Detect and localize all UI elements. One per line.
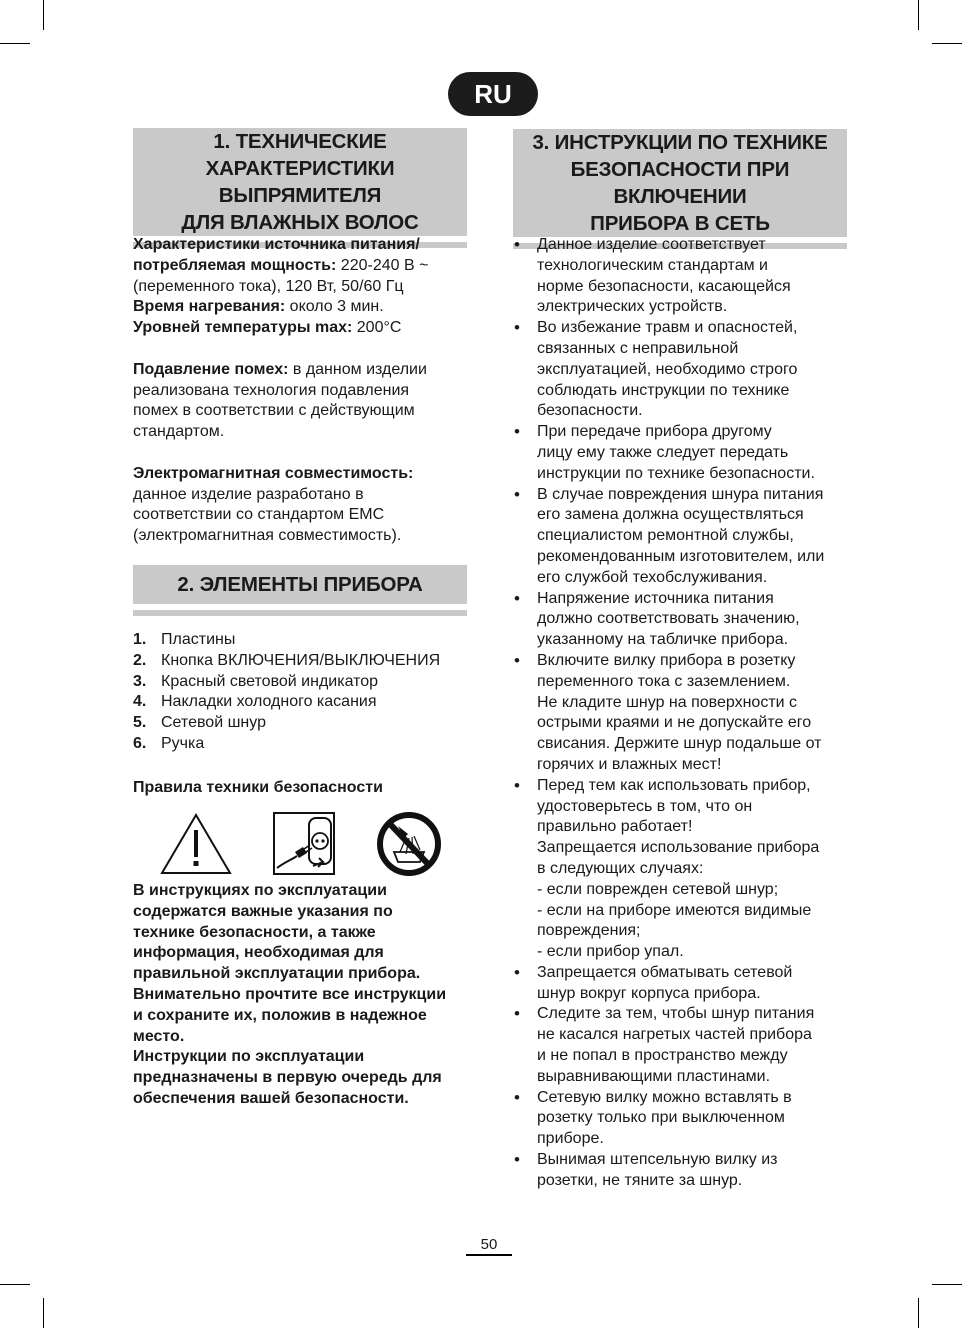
- list-item: [133, 672, 473, 693]
- safety-notice-line: место.: [133, 1027, 185, 1045]
- bullet-line: • Запрещается обматывать сетевой: [537, 963, 793, 981]
- bullet-item: [512, 589, 852, 651]
- list-item-label: Красный световой индикатор: [161, 672, 379, 690]
- bullet-line: и не попал в пространство между: [537, 1047, 788, 1065]
- noise-suppression-text: реализована технология подавления: [133, 381, 410, 399]
- bullet-item: [512, 318, 852, 422]
- power-spec-label: Характеристики источника питания/: [133, 236, 420, 253]
- bullet-line: • Данное изделие соответствует: [537, 236, 766, 253]
- bullet-line: не касался нагретых частей прибора: [537, 1026, 812, 1044]
- bullet-line: переменного тока с заземлением.: [537, 672, 791, 690]
- section1-header: [133, 128, 467, 248]
- power-spec: [133, 235, 473, 297]
- bullet-line: приборе.: [537, 1130, 604, 1148]
- safety-bullets: [512, 235, 852, 1192]
- bullet-line: указанному на табличке прибора.: [537, 631, 789, 649]
- section2-header: [133, 565, 467, 616]
- bullet-line: повреждения;: [537, 922, 641, 940]
- bullet-item: [512, 1088, 852, 1150]
- section2-title: 2. ЭЛЕМЕНТЫ ПРИБОРА: [133, 565, 467, 604]
- list-item: [133, 651, 473, 672]
- noise-suppression-label: Подавление помех:: [133, 360, 289, 378]
- bullet-line: горячих и влажных мест!: [537, 755, 722, 773]
- section1-title: [133, 128, 467, 236]
- no-shower-icon: [376, 812, 442, 876]
- bullet-item: [512, 1150, 852, 1192]
- crop-mark: [43, 0, 44, 30]
- emc-compatibility: [133, 464, 473, 547]
- bullet-item: [512, 485, 852, 589]
- temperature-spec: [133, 318, 473, 339]
- bullet-line: свисания. Держите шнур подальше от: [537, 735, 822, 753]
- emc-text: данное изделие разработано в: [133, 485, 364, 503]
- list-item: [133, 630, 473, 651]
- heat-time-spec: [133, 297, 473, 318]
- bullet-line: • Сетевую вилку можно вставлять в: [537, 1088, 792, 1106]
- emc-text: (электромагнитная совместимость).: [133, 527, 402, 545]
- bullet-line: в следующих случаях:: [537, 859, 704, 877]
- noise-suppression-text: стандартом.: [133, 423, 225, 441]
- safety-notice-line: и сохраните их, положив в надежное: [133, 1006, 427, 1024]
- safety-notice-line: информация, необходимая для: [133, 944, 384, 962]
- bullet-line: • Вынимая штепсельную вилку из: [537, 1151, 778, 1169]
- section3-header: [513, 129, 847, 249]
- list-item-label: Сетевой шнур: [161, 714, 266, 732]
- safety-notice-line: технике безопасности, а также: [133, 923, 376, 941]
- page-number: 50: [480, 1236, 498, 1253]
- list-item-number: 6.: [133, 734, 147, 752]
- safety-notice-line: содержатся важные указания по: [133, 902, 393, 920]
- list-item: [133, 713, 473, 734]
- bullet-line: - если поврежден сетевой шнур;: [537, 880, 779, 898]
- list-item-number: 4.: [133, 693, 147, 711]
- bullet-line: норме безопасности, касающейся: [537, 277, 791, 295]
- safety-notice-line: обеспечения вашей безопасности.: [133, 1089, 409, 1107]
- emc-label: Электромагнитная совместимость:: [133, 464, 414, 482]
- bullet-line: безопасности.: [537, 402, 643, 420]
- safety-icons: [160, 812, 450, 876]
- bullet-item: [512, 1004, 852, 1087]
- bullet-line: его службой техобслуживания.: [537, 568, 768, 586]
- bullet-line: Не кладите шнур на поверхности с: [537, 693, 798, 711]
- section3-title-line: БЕЗОПАСНОСТИ ПРИ ВКЛЮЧЕНИИ: [570, 158, 790, 208]
- safety-notice-line: Инструкции по эксплуатации: [133, 1048, 365, 1066]
- list-item-number: 5.: [133, 714, 147, 732]
- safety-notice-line: Внимательно прочтите все инструкции: [133, 985, 447, 1003]
- bullet-line: • Напряжение источника питания: [537, 589, 774, 607]
- bullet-line: Запрещается использование прибора: [537, 839, 820, 857]
- bullet-line: выравнивающими пластинами.: [537, 1067, 771, 1085]
- bullet-line: лицу ему также следует передать: [537, 443, 789, 461]
- list-item-number: 1.: [133, 631, 147, 648]
- power-spec-value: 220-240 В ~: [336, 256, 429, 274]
- bullet-line: связанных с неправильной: [537, 339, 739, 357]
- bullet-line: удостоверьтесь в том, что он: [537, 797, 753, 815]
- bullet-line: эксплуатацией, необходимо строго: [537, 360, 798, 378]
- crop-mark: [0, 43, 30, 44]
- bullet-line: шнур вокруг корпуса прибора.: [537, 984, 761, 1002]
- list-item-label: Накладки холодного касания: [161, 693, 377, 711]
- power-spec-label: потребляемая мощность:: [133, 256, 337, 274]
- bullet-line: - если прибор упал.: [537, 943, 684, 961]
- emc-text: соответствии со стандартом EMC: [133, 506, 385, 524]
- bullet-item: [512, 776, 852, 963]
- list-item-label: Кнопка ВКЛЮЧЕНИЯ/ВЫКЛЮЧЕНИЯ: [161, 651, 441, 669]
- crop-mark: [932, 43, 962, 44]
- crop-mark: [918, 1298, 919, 1328]
- bullet-item: [512, 651, 852, 776]
- section1-title-line: 1. ТЕХНИЧЕСКИЕ: [213, 130, 387, 153]
- bullet-line: электрических устройств.: [537, 298, 728, 316]
- list-item-label: Пластины: [161, 631, 236, 648]
- bullet-line: острыми краями и не допускайте его: [537, 714, 812, 732]
- heat-time-label: Время нагревания:: [133, 298, 286, 316]
- bullet-line: • При передаче прибора другому: [537, 423, 772, 441]
- bullet-item: [512, 422, 852, 484]
- safety-notice-line: предназначены в первую очередь для: [133, 1069, 442, 1087]
- crop-mark: [43, 1298, 44, 1328]
- section3-title: [513, 129, 847, 237]
- power-spec-value: (переменного тока), 120 Вт, 50/60 Гц: [133, 277, 404, 295]
- temperature-label: Уровней температуры max:: [133, 319, 353, 337]
- bullet-item: [512, 963, 852, 1005]
- section1-title-line: ХАРАКТЕРИСТИКИ ВЫПРЯМИТЕЛЯ: [205, 157, 395, 207]
- crop-mark: [0, 1284, 30, 1285]
- section1-body: [133, 235, 473, 547]
- section-divider: [133, 610, 467, 616]
- bullet-line: • Перед тем как использовать прибор,: [537, 776, 811, 794]
- safety-heading-wrap: [133, 778, 473, 799]
- list-item-label: Ручка: [161, 734, 205, 752]
- bullet-line: розетки, не тяните за шнур.: [537, 1171, 743, 1189]
- temperature-value: 200°C: [352, 319, 402, 337]
- bullet-line: соблюдать инструкции по технике: [537, 381, 790, 399]
- safety-notice-line: правильной эксплуатации прибора.: [133, 965, 421, 983]
- crop-mark: [932, 1284, 962, 1285]
- language-badge: RU: [448, 72, 538, 116]
- bullet-line: • Следите за тем, чтобы шнур питания: [537, 1005, 815, 1023]
- bullet-line: технологическим стандартам и: [537, 256, 768, 274]
- bullet-line: специалистом ремонтной службы,: [537, 527, 794, 545]
- list-item-number: 2.: [133, 651, 147, 669]
- bullet-line: • Во избежание травм и опасностей,: [537, 319, 798, 337]
- bullet-line: правильно работает!: [537, 818, 693, 836]
- warning-triangle-icon: [160, 812, 232, 876]
- list-item: [133, 734, 473, 755]
- noise-suppression: [133, 360, 473, 443]
- list-item: [133, 692, 473, 713]
- list-item-number: 3.: [133, 672, 147, 690]
- unplug-socket-icon: [273, 812, 335, 876]
- elements-list: [133, 630, 473, 755]
- section1-title-line: ДЛЯ ВЛАЖНЫХ ВОЛОС: [181, 211, 419, 234]
- page-number-underline: [466, 1254, 512, 1256]
- crop-mark: [918, 0, 919, 30]
- bullet-line: - если на приборе имеются видимые: [537, 901, 812, 919]
- bullet-line: • Включите вилку прибора в розетку: [537, 651, 796, 669]
- bullet-line: рекомендованным изготовителем, или: [537, 547, 825, 565]
- noise-suppression-text: в данном изделии: [288, 360, 427, 378]
- safety-heading: Правила техники безопасности: [133, 779, 383, 796]
- heat-time-value: около 3 мин.: [285, 298, 384, 316]
- noise-suppression-text: помех в соответствии с действующим: [133, 402, 415, 420]
- bullet-line: инструкции по технике безопасности.: [537, 464, 815, 482]
- safety-notice-line: В инструкциях по эксплуатации: [133, 882, 387, 899]
- bullet-line: должно соответствовать значению,: [537, 610, 800, 628]
- bullet-item: [512, 235, 852, 318]
- safety-notice: [133, 881, 478, 1110]
- bullet-line: его замена должна осуществляться: [537, 506, 804, 524]
- section3-title-line: ПРИБОРА В СЕТЬ: [590, 212, 770, 235]
- section3-title-line: 3. ИНСТРУКЦИИ ПО ТЕХНИКЕ: [532, 131, 828, 154]
- bullet-line: розетку только при выключенном: [537, 1109, 785, 1127]
- bullet-line: • В случае повреждения шнура питания: [537, 485, 824, 503]
